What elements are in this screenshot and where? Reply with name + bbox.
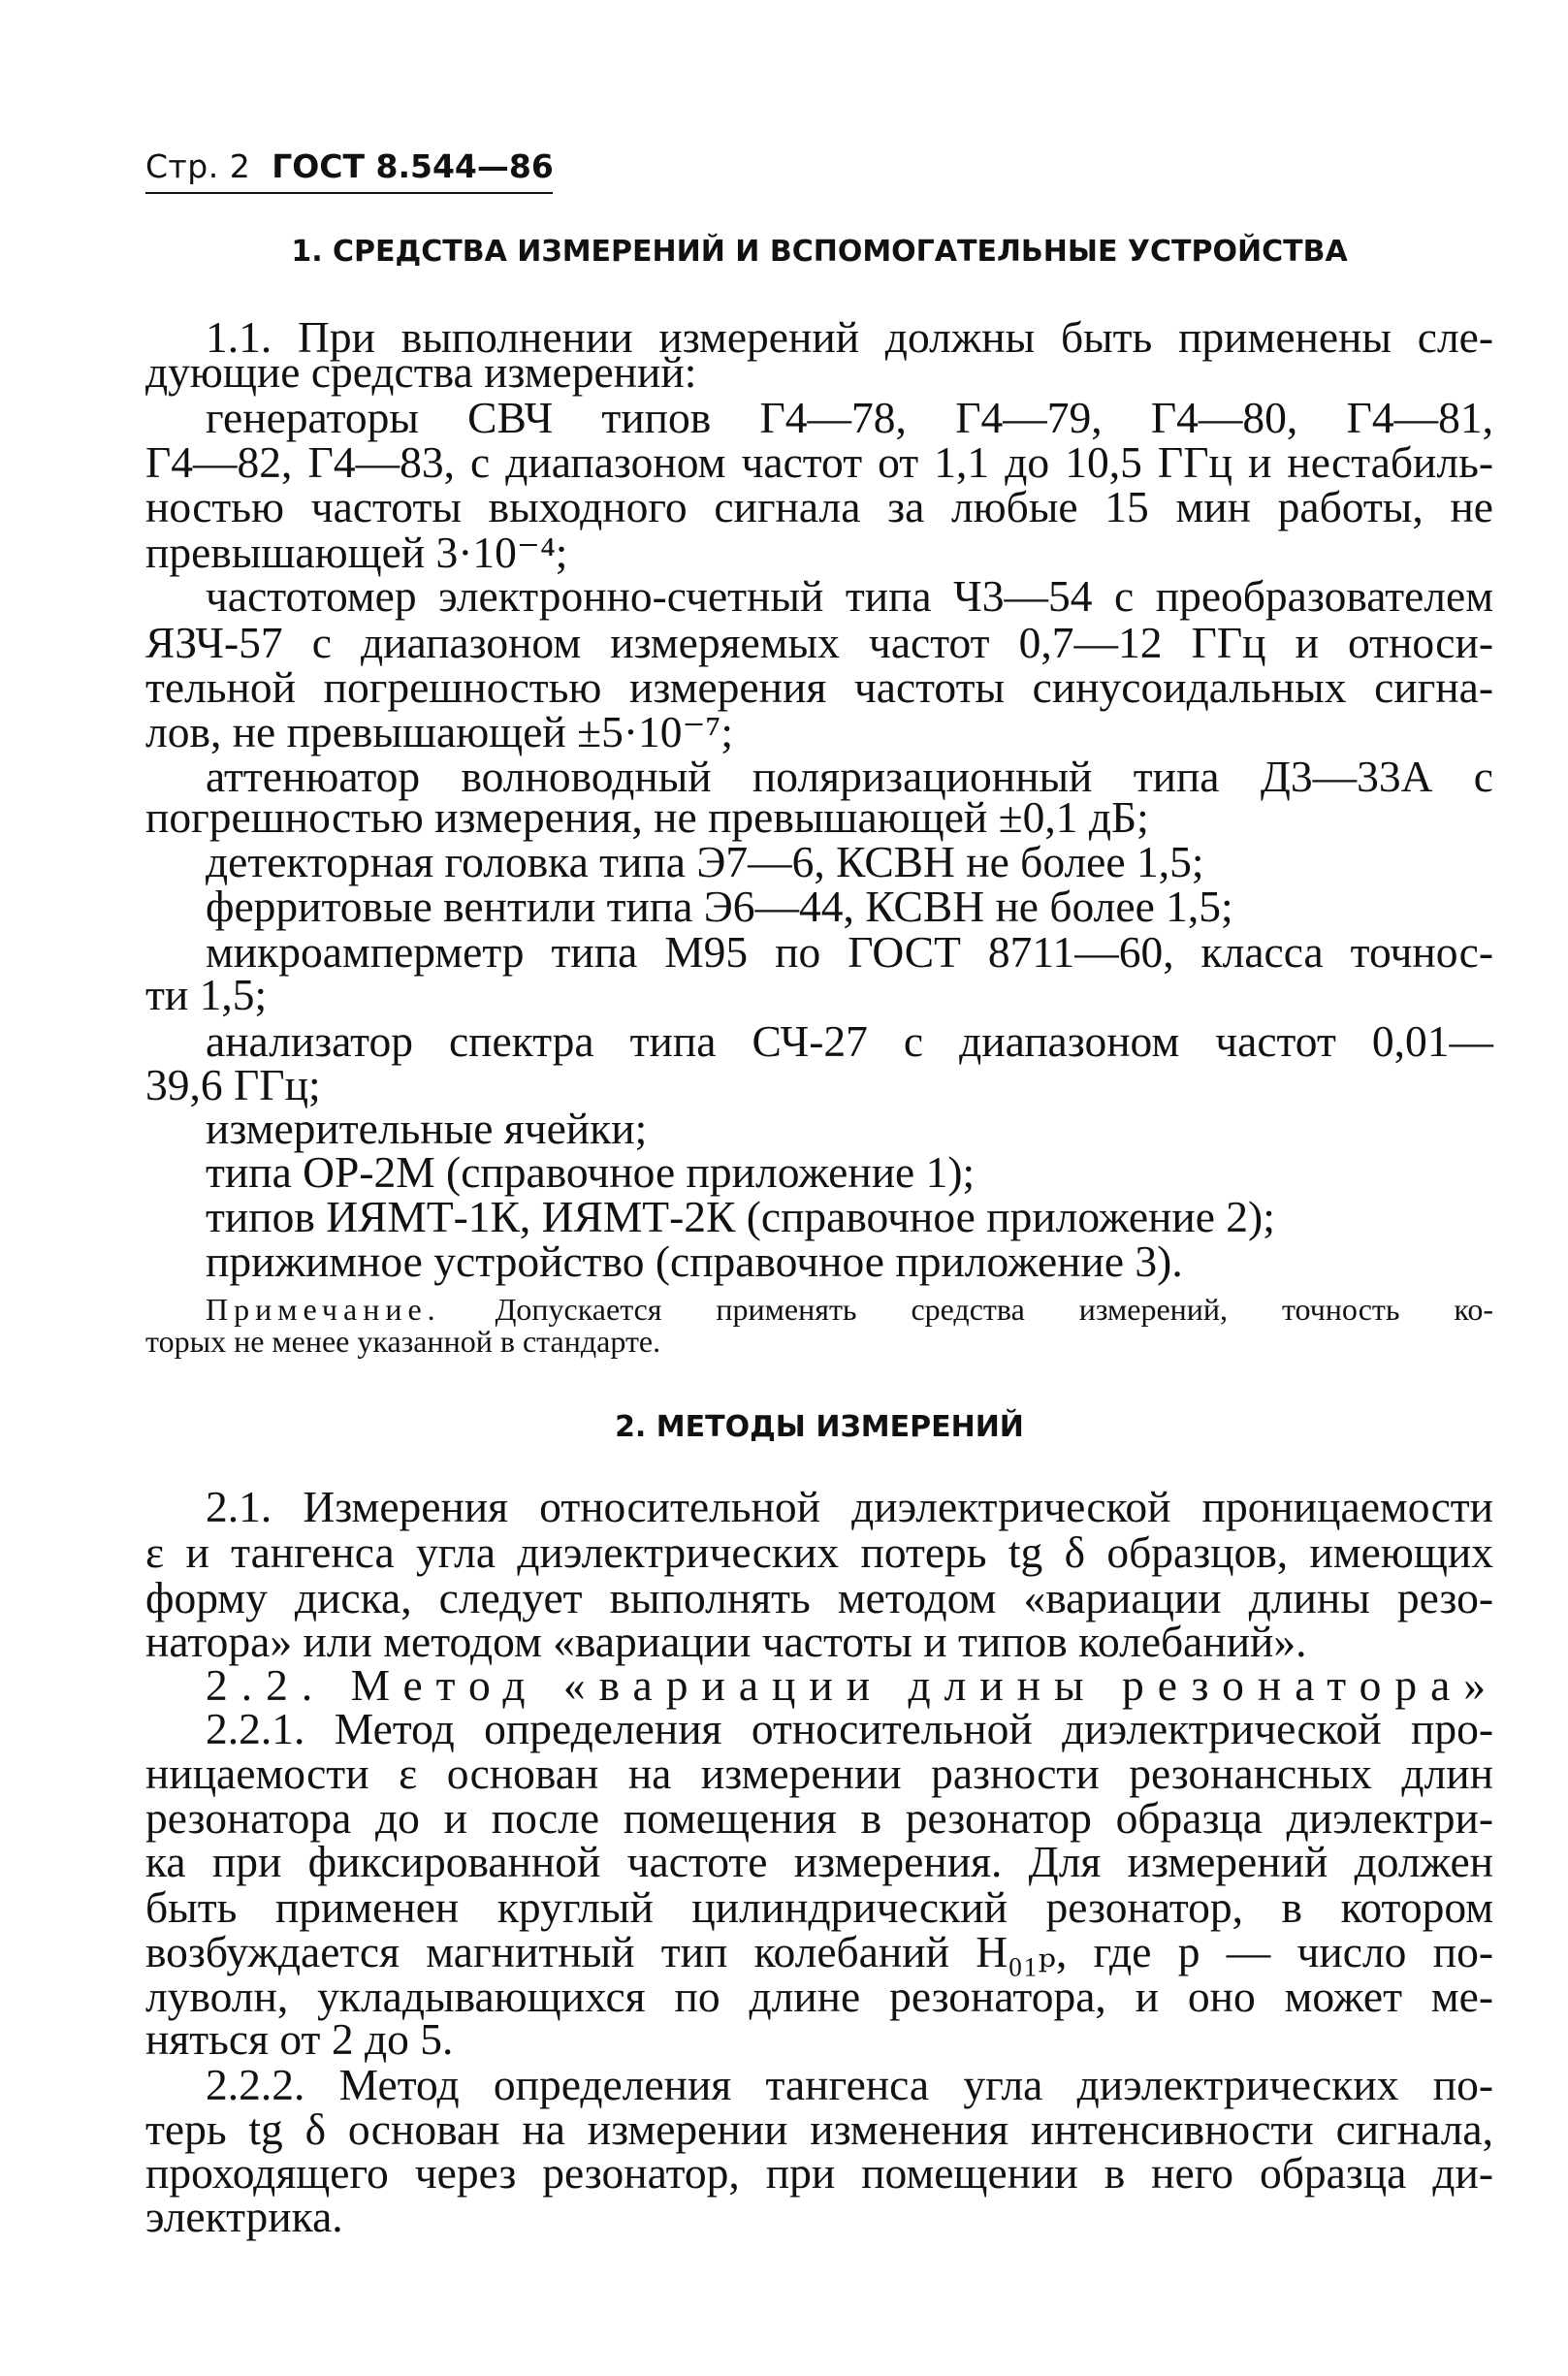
section-1-title: 1. СРЕДСТВА ИЗМЕРЕНИЙ И ВСПОМОГАТЕЛЬНЫЕ УСТРОЙСТВА <box>291 235 1348 269</box>
section-2-line-9: ка при фиксированной частоте измерения. Для измерений должен <box>145 1837 1493 1886</box>
section-2-line-7: ницаемости ε основан на измерении разности резонансных длин <box>145 1749 1493 1798</box>
section-1-line-12: погрешностью измерения, не превышающей ±0,1 дБ; <box>145 792 1149 842</box>
section-1-line-18: 39,6 ГГц; <box>145 1060 321 1109</box>
section-2-line-2: ε и тангенса угла диэлектрических потерь tg δ образцов, имеющих <box>145 1527 1493 1577</box>
note-text-1: Допускается применять средства измерений, точность ко- <box>495 1292 1494 1327</box>
section-1-line-22: прижимное устройство (справочное приложение 3). <box>206 1236 1183 1286</box>
section-2-line-10: быть применен круглый цилиндрический резонатор, в котором <box>145 1882 1493 1932</box>
section-1-line-7: частотомер электронно-счетный типа Ч3—54 с преобразователем <box>206 571 1493 621</box>
section-2-line-12: луволн, укладывающихся по длине резонатора, и оно может ме- <box>145 1972 1493 2021</box>
section-2-title: 2. МЕТОДЫ ИЗМЕРЕНИЙ <box>615 1410 1024 1444</box>
section-2-line-8: резонатора до и после помещения в резонатор образца диэлектри- <box>145 1793 1493 1843</box>
section-1-line-8: ЯЗЧ-57 с диапазоном измеряемых частот 0,7—12 ГГц и относи- <box>145 618 1493 667</box>
section-1-line-15: микроамперметр типа М95 по ГОСТ 8711—60, класса точнос- <box>206 927 1493 977</box>
section-2-line-11: возбуждается магнитный тип колебаний H₀₁ₚ, где p — число по- <box>145 1927 1493 1976</box>
section-1-line-10: лов, не превышающей ±5·10⁻⁷; <box>145 707 734 756</box>
section-2-line-4: натора» или методом «вариации частоты и типов колебаний». <box>145 1617 1307 1666</box>
section-2-line-6: 2.2.1. Метод определения относительной диэлектрической про- <box>206 1704 1493 1753</box>
note-label: Примечание. <box>206 1292 441 1327</box>
section-2-line-14: 2.2.2. Метод определения тангенса угла диэлектрических по- <box>206 2060 1493 2109</box>
standard-number: ГОСТ 8.544—86 <box>272 147 554 185</box>
note-line-2: торых не менее указанной в стандарте. <box>145 1324 661 1359</box>
section-1-line-17: анализатор спектра типа СЧ-27 с диапазоном частот 0,01— <box>206 1016 1493 1066</box>
section-1-line-13: детекторная головка типа Э7—6, КСВН не более 1,5; <box>206 837 1204 886</box>
section-1-line-4: Г4—82, Г4—83, с диапазоном частот от 1,1 до 10,5 ГГц и нестабиль- <box>145 437 1493 487</box>
section-1-line-5: ностью частоты выходного сигнала за любые 15 мин работы, не <box>145 482 1493 531</box>
section-2-line-13: няться от 2 до 5. <box>145 2014 454 2064</box>
section-1-line-1: 1.1. При выполнении измерений должны быть применены сле- <box>206 312 1493 362</box>
page-header <box>145 145 553 194</box>
section-1-line-9: тельной погрешностью измерения частоты синусоидальных сигна- <box>145 662 1493 712</box>
section-2-line-17: электрика. <box>145 2192 343 2241</box>
section-2-line-5: 2.2. Метод «вариации длины резонатора» <box>206 1660 1500 1710</box>
page-number: Стр. 2 <box>145 147 251 185</box>
section-1-line-16: ти 1,5; <box>145 970 268 1019</box>
section-1-line-2: дующие средства измерений: <box>145 347 697 397</box>
section-1-line-19: измерительные ячейки; <box>206 1104 648 1153</box>
section-2-line-1: 2.1. Измерения относительной диэлектрической проницаемости <box>206 1482 1493 1531</box>
section-2-line-3: форму диска, следует выполнять методом «вариации длины резо- <box>145 1573 1493 1622</box>
section-1-line-20: типа ОР-2М (справочное приложение 1); <box>206 1147 976 1197</box>
section-1-line-21: типов ИЯМТ-1К, ИЯМТ-2К (справочное приложение 2); <box>206 1192 1275 1241</box>
section-1-line-6: превышающей 3·10⁻⁴; <box>145 528 568 577</box>
section-1-line-11: аттенюатор волноводный поляризационный типа Д3—33А с <box>206 752 1493 801</box>
section-2-line-15: терь tg δ основан на измерении изменения интенсивности сигнала, <box>145 2104 1493 2154</box>
section-1-line-3: генераторы СВЧ типов Г4—78, Г4—79, Г4—80, Г4—81, <box>206 393 1493 442</box>
section-1-line-14: ферритовые вентили типа Э6—44, КСВН не более 1,5; <box>206 882 1233 931</box>
section-2-line-16: проходящего через резонатор, при помещении в него образца ди- <box>145 2148 1493 2198</box>
